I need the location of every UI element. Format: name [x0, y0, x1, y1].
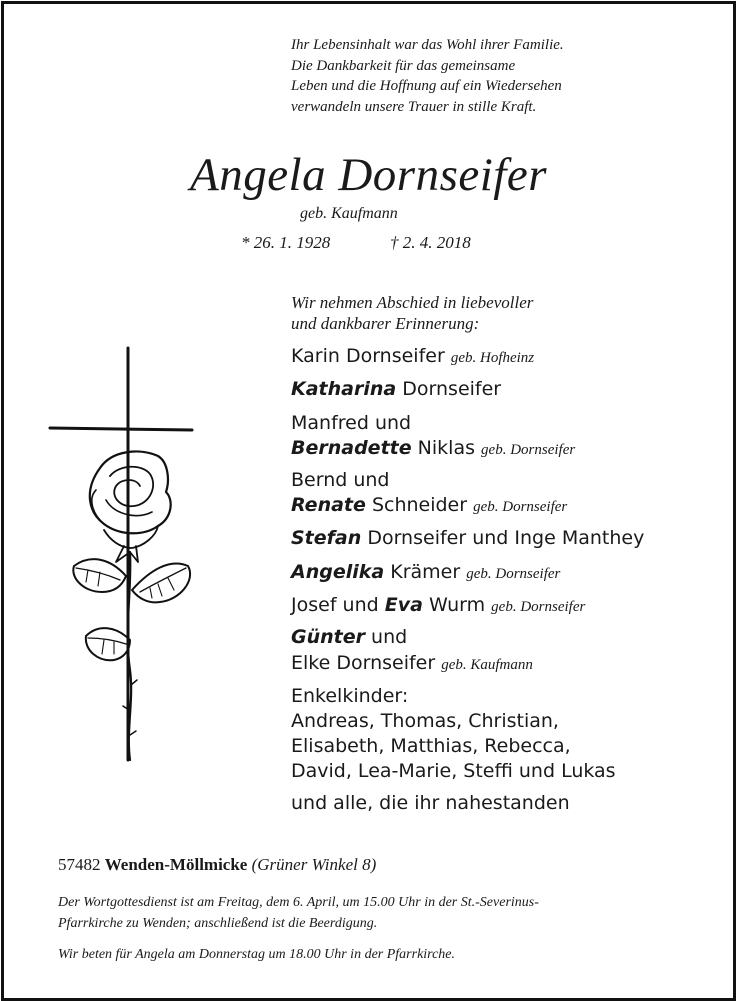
- death-date: † 2. 4. 2018: [390, 233, 471, 252]
- maiden-name-note: geb. Dornseifer: [466, 566, 561, 582]
- mourner-first-name: Renate: [291, 494, 366, 516]
- poem-line: Leben und die Hoffnung auf ein Wiedersehen: [291, 78, 562, 94]
- mourner-rest: und: [371, 626, 408, 648]
- family-entry-angelika: [291, 559, 560, 587]
- mourner-rest: Dornseifer und Inge Manthey: [367, 527, 645, 549]
- family-entry-katharina: [291, 376, 501, 402]
- grandchildren-line: David, Lea-Marie, Steffi und Lukas: [291, 760, 616, 782]
- family-entry-guenter: [291, 624, 407, 650]
- poem-line: Ihr Lebensinhalt war das Wohl ihrer Familie.: [291, 37, 564, 53]
- poem: [291, 35, 564, 117]
- service-line: Pfarrkirche zu Wenden; anschließend ist die Beerdigung.: [58, 916, 378, 931]
- family-entry-bernadette: [291, 435, 575, 463]
- family-entry-stefan: [291, 525, 644, 551]
- mourner-first-name: Eva: [384, 594, 423, 616]
- family-entry-manfred: [291, 410, 411, 436]
- mourner-name: Manfred und: [291, 412, 412, 434]
- grandchildren-label: Enkelkinder:: [291, 685, 409, 707]
- mourner-pre: Josef und: [291, 594, 379, 616]
- mourner-first-name: Günter: [291, 626, 365, 648]
- mourner-last-name: Schneider: [371, 494, 468, 516]
- mourner-first-name: Stefan: [291, 527, 362, 549]
- closing-line: und alle, die ihr nahestanden: [291, 792, 570, 814]
- postal-code: 57482: [58, 855, 101, 874]
- maiden-name-note: geb. Kaufmann: [441, 657, 533, 673]
- town: Wenden-Möllmicke: [104, 855, 248, 874]
- mourner-last-name: Krämer: [390, 561, 461, 583]
- street: (Grüner Winkel 8): [251, 855, 377, 874]
- poem-line: verwandeln unsere Trauer in stille Kraft.: [291, 98, 537, 115]
- mourner-first-name: Bernadette: [291, 437, 412, 459]
- service-line: Der Wortgottesdienst ist am Freitag, dem 6. April, um 15.00 Uhr in der St.-Severinus-: [58, 895, 539, 910]
- prayer-note: Wir beten für Angela am Donnerstag um 18.00 Uhr in der Pfarrkirche.: [58, 947, 456, 962]
- family-entry-eva: [291, 592, 585, 620]
- family-entry-elke: [291, 650, 533, 678]
- family-entry-karin: [291, 343, 534, 371]
- maiden-name-note: geb. Dornseifer: [491, 599, 586, 615]
- grandchildren-line: Elisabeth, Matthias, Rebecca,: [291, 735, 571, 757]
- maiden-name-note: geb. Hofheinz: [450, 350, 535, 366]
- farewell-intro: [291, 292, 533, 334]
- mourner-name: Bernd und: [291, 469, 390, 491]
- address: [58, 855, 376, 875]
- mourner-name: Elke Dornseifer: [291, 652, 436, 674]
- cross-with-rose-icon: [40, 340, 240, 770]
- intro-line: Wir nehmen Abschied in liebevoller: [291, 293, 534, 312]
- poem-line: Die Dankbarkeit für das gemeinsame: [291, 57, 516, 74]
- mourner-last-name: Wurm: [428, 594, 486, 616]
- birth-name: geb. Kaufmann: [300, 205, 398, 222]
- mourner-first-name: Angelika: [291, 561, 385, 583]
- mourner-name: Karin Dornseifer: [291, 345, 445, 367]
- maiden-name-note: geb. Dornseifer: [481, 442, 576, 458]
- mourner-last-name: Niklas: [417, 437, 475, 459]
- maiden-name-note: geb. Dornseifer: [473, 499, 568, 515]
- deceased-name: Angela Dornseifer: [189, 149, 548, 201]
- birth-date: * 26. 1. 1928: [241, 233, 331, 252]
- grandchildren-line: Andreas, Thomas, Christian,: [291, 710, 559, 732]
- mourner-last-name: Dornseifer: [402, 378, 502, 400]
- family-entry-renate: [291, 492, 567, 520]
- intro-line: und dankbarer Erinnerung:: [291, 314, 480, 333]
- mourner-first-name: Katharina: [291, 378, 397, 400]
- family-entry-bernd: [291, 467, 390, 493]
